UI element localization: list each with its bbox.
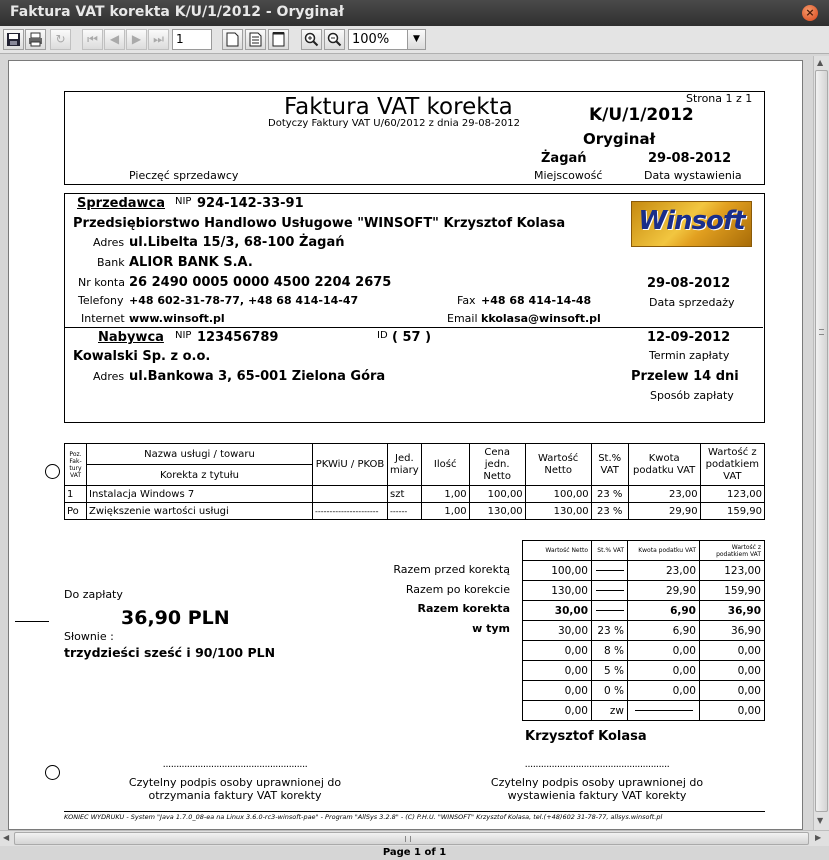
fit-width-icon[interactable] (268, 29, 289, 50)
cell-net: 130,00 (525, 503, 591, 520)
seller-account-label: Nr konta (78, 276, 125, 289)
last-page-icon[interactable]: ⏭ (148, 29, 169, 50)
sum-vat-amount: 6,90 (628, 601, 700, 621)
window-title: Faktura VAT korekta K/U/1/2012 - Oryginał (0, 0, 829, 26)
vertical-scroll-thumb[interactable] (815, 70, 828, 812)
seller-address-label: Adres (93, 236, 125, 249)
sum-vat: 5 % (592, 661, 628, 681)
summary-table (522, 540, 765, 721)
payment-method: Przelew 14 dni (631, 369, 739, 384)
sum-col-vat: St.% VAT (592, 541, 628, 561)
in-words-label: Słownie : (64, 630, 114, 643)
sum-col-net: Wartość Netto (523, 541, 592, 561)
sum-col-vat-amount: Kwota podatku VAT (628, 541, 700, 561)
sum-gross: 36,90 (700, 621, 765, 641)
sum-net: 0,00 (523, 641, 592, 661)
seller-email-label: Email (447, 312, 478, 325)
issuer-name: Krzysztof Kolasa (525, 729, 647, 744)
summary-label: Razem przed korektą (393, 563, 510, 576)
sum-vat-amount: 29,90 (628, 581, 700, 601)
issue-date: 29-08-2012 (648, 151, 732, 166)
summary-row (523, 601, 765, 621)
invoice-subtitle: Dotyczy Faktury VAT U/60/2012 z dnia 29-08-2012 (268, 118, 520, 129)
sum-gross: 36,90 (700, 601, 765, 621)
sum-vat-amount (628, 701, 700, 721)
punch-hole-icon (45, 765, 60, 780)
zoom-select[interactable]: 100% (348, 29, 408, 50)
cell-qty: 1,00 (421, 486, 469, 503)
page-info: Strona 1 z 1 (686, 92, 753, 105)
col-pos: Poz. Fak-tury VAT (65, 444, 87, 486)
sum-net: 30,00 (523, 621, 592, 641)
seller-address: ul.Libelta 15/3, 68-100 Żagań (129, 235, 345, 250)
toolbar (0, 26, 829, 54)
sum-net: 0,00 (523, 701, 592, 721)
cell-pos: 1 (65, 486, 87, 503)
footer-rule (64, 811, 765, 812)
next-page-icon[interactable]: ▶ (126, 29, 147, 50)
sale-date: 29-08-2012 (647, 276, 731, 291)
sum-net: 0,00 (523, 661, 592, 681)
sum-gross: 159,90 (700, 581, 765, 601)
first-page-icon[interactable]: ⏮ (82, 29, 103, 50)
sum-vat-amount: 0,00 (628, 681, 700, 701)
to-pay-amount: 36,90 PLN (121, 607, 230, 629)
status-bar: Page 1 of 1 (0, 846, 829, 860)
col-vat-amount: Kwota podatku VAT (628, 444, 700, 486)
sum-gross: 0,00 (700, 641, 765, 661)
col-pkwiu: PKWiU / PKOB (313, 444, 388, 486)
sum-vat: 0 % (592, 681, 628, 701)
sum-gross: 123,00 (700, 561, 765, 581)
col-vat: St.% VAT (591, 444, 628, 486)
scroll-right-icon[interactable]: ▶ (815, 833, 822, 842)
signature-right-label: Czytelny podpis osoby uprawnionej do wystawienia faktury VAT korekty (490, 776, 704, 802)
seller-bank-label: Bank (97, 256, 125, 269)
seller-internet: www.winsoft.pl (129, 312, 225, 325)
sum-net: 130,00 (523, 581, 592, 601)
sum-vat-amount: 0,00 (628, 641, 700, 661)
seller-header: Sprzedawca (77, 196, 166, 211)
seller-account: 26 2490 0005 0000 4500 2204 2675 (129, 275, 392, 290)
zoom-out-icon[interactable] (324, 29, 345, 50)
payment-method-label: Sposób zapłaty (650, 389, 734, 402)
col-reason: Korekta z tytułu (87, 465, 313, 486)
scroll-up-icon[interactable]: ▲ (817, 58, 824, 67)
seller-name: Przedsiębiorstwo Handlowo Usługowe "WINSOFT" Krzysztof Kolasa (73, 216, 566, 231)
cell-net: 100,00 (525, 486, 591, 503)
seller-nip-label: NIP (175, 196, 192, 207)
seller-fax: +48 68 414-14-48 (481, 294, 592, 307)
sum-net: 30,00 (523, 601, 592, 621)
place: Żagań (541, 151, 587, 166)
sum-vat-amount: 23,00 (628, 561, 700, 581)
stamp-label: Pieczęć sprzedawcy (129, 169, 239, 182)
sum-vat: 8 % (592, 641, 628, 661)
table-row (65, 486, 765, 503)
signature-line: ...................................................... (524, 759, 670, 770)
buyer-nip: 123456789 (197, 330, 279, 345)
cell-name: Zwiększenie wartości usługi (87, 503, 313, 520)
close-button[interactable]: × (802, 5, 818, 21)
cell-gross: 123,00 (700, 486, 764, 503)
sum-vat-amount: 6,90 (628, 621, 700, 641)
print-icon[interactable] (25, 29, 46, 50)
buyer-id: ( 57 ) (392, 330, 432, 345)
fold-mark (15, 621, 49, 622)
due-date-label: Termin zapłaty (649, 349, 730, 362)
col-name: Nazwa usługi / towaru (87, 444, 313, 465)
fit-page-icon[interactable] (245, 29, 266, 50)
buyer-header: Nabywca (98, 330, 164, 345)
place-label: Miejscowość (534, 169, 603, 182)
seller-bank: ALIOR BANK S.A. (129, 255, 253, 270)
cell-gross: 159,90 (700, 503, 764, 520)
footer-text: KONIEC WYDRUKU - System "Java 1.7.0_08-ea na Linux 3.6.0-rc3-winsoft-pae" - Program "AllSys 3.2.8" - (C) P.H.U. "WINSOFT" Krzysztof Kolasa, tel.(+48)602 31-78-77, allsys.winsoft.pl (64, 813, 663, 821)
buyer-nip-label: NIP (175, 330, 192, 341)
sale-date-label: Data sprzedaży (649, 296, 735, 309)
sum-vat (592, 601, 628, 621)
scroll-left-icon[interactable]: ◀ (3, 833, 10, 842)
sum-net: 0,00 (523, 681, 592, 701)
to-pay-label: Do zapłaty (64, 588, 123, 601)
col-price: Cena jedn. Netto (469, 444, 525, 486)
col-qty: Ilość (421, 444, 469, 486)
summary-row (523, 681, 765, 701)
summary-label: Razem korekta (417, 602, 510, 615)
save-icon[interactable] (3, 29, 24, 50)
sum-gross: 0,00 (700, 681, 765, 701)
sum-vat (592, 581, 628, 601)
summary-row (523, 581, 765, 601)
seller-phone: +48 602-31-78-77, +48 68 414-14-47 (129, 294, 359, 307)
horizontal-scroll-thumb[interactable] (14, 832, 809, 845)
sum-gross: 0,00 (700, 701, 765, 721)
seller-phone-label: Telefony (78, 294, 124, 307)
sum-col-gross: Wartość z podatkiem VAT (700, 541, 765, 561)
cell-vat-amount: 29,90 (628, 503, 700, 520)
seller-internet-label: Internet (81, 312, 125, 325)
cell-unit: szt (388, 486, 422, 503)
col-gross: Wartość z podatkiem VAT (700, 444, 764, 486)
invoice-header (64, 91, 765, 185)
cell-price: 130,00 (469, 503, 525, 520)
seller-nip: 924-142-33-91 (197, 196, 304, 211)
cell-vat: 23 % (591, 503, 628, 520)
summary-row (523, 561, 765, 581)
summary-row (523, 641, 765, 661)
vertical-scrollbar[interactable] (813, 56, 829, 830)
prev-page-icon[interactable]: ◀ (104, 29, 125, 50)
invoice-number: K/U/1/2012 (589, 105, 694, 125)
buyer-address-label: Adres (93, 370, 125, 383)
sum-vat-amount: 0,00 (628, 661, 700, 681)
parties-divider (65, 327, 763, 328)
invoice-copy: Oryginał (583, 130, 656, 148)
signature-line: ...................................................... (162, 759, 308, 770)
cell-price: 100,00 (469, 486, 525, 503)
cell-pos: Po (65, 503, 87, 520)
summary-row (523, 701, 765, 721)
cell-name: Instalacja Windows 7 (87, 486, 313, 503)
zoom-in-icon[interactable] (301, 29, 322, 50)
buyer-name: Kowalski Sp. z o.o. (73, 349, 211, 364)
cell-pkwiu (313, 486, 388, 503)
signature-left-label: Czytelny podpis osoby uprawnionej do otrzymania faktury VAT korekty (128, 776, 342, 802)
actual-size-icon[interactable] (222, 29, 243, 50)
winsoft-logo (631, 201, 752, 247)
due-date: 12-09-2012 (647, 330, 731, 345)
buyer-id-label: ID (377, 330, 388, 341)
summary-row (523, 621, 765, 641)
col-unit: Jed. miary (388, 444, 422, 486)
cell-qty: 1,00 (421, 503, 469, 520)
horizontal-scrollbar[interactable] (0, 830, 829, 846)
page-number-input[interactable]: 1 (172, 29, 212, 50)
cell-pkwiu: ---------------------- (313, 503, 388, 520)
punch-hole-icon (45, 464, 60, 479)
invoice-page (8, 60, 803, 830)
scroll-down-icon[interactable]: ▼ (817, 816, 824, 825)
summary-label: Razem po korekcie (405, 583, 510, 596)
sum-vat: zw (592, 701, 628, 721)
seller-email: kkolasa@winsoft.pl (481, 312, 601, 325)
col-net: Wartość Netto (525, 444, 591, 486)
sum-vat: 23 % (592, 621, 628, 641)
cell-unit: ------ (388, 503, 422, 520)
sum-net: 100,00 (523, 561, 592, 581)
items-table (64, 443, 765, 520)
logo-text: Winsoft (638, 206, 745, 236)
summary-label: w tym (472, 622, 510, 635)
seller-fax-label: Fax (457, 294, 476, 307)
sum-vat (592, 561, 628, 581)
invoice-title: Faktura VAT korekta (284, 94, 513, 120)
sum-gross: 0,00 (700, 661, 765, 681)
in-words: trzydzieści sześć i 90/100 PLN (64, 645, 276, 660)
issue-date-label: Data wystawienia (644, 169, 742, 182)
buyer-address: ul.Bankowa 3, 65-001 Zielona Góra (129, 369, 386, 384)
cell-vat-amount: 23,00 (628, 486, 700, 503)
parties-box (64, 193, 765, 423)
cell-vat: 23 % (591, 486, 628, 503)
summary-row (523, 661, 765, 681)
table-row (65, 503, 765, 520)
reload-icon[interactable]: ↻ (50, 29, 71, 50)
chevron-down-icon[interactable]: ▼ (407, 29, 426, 50)
